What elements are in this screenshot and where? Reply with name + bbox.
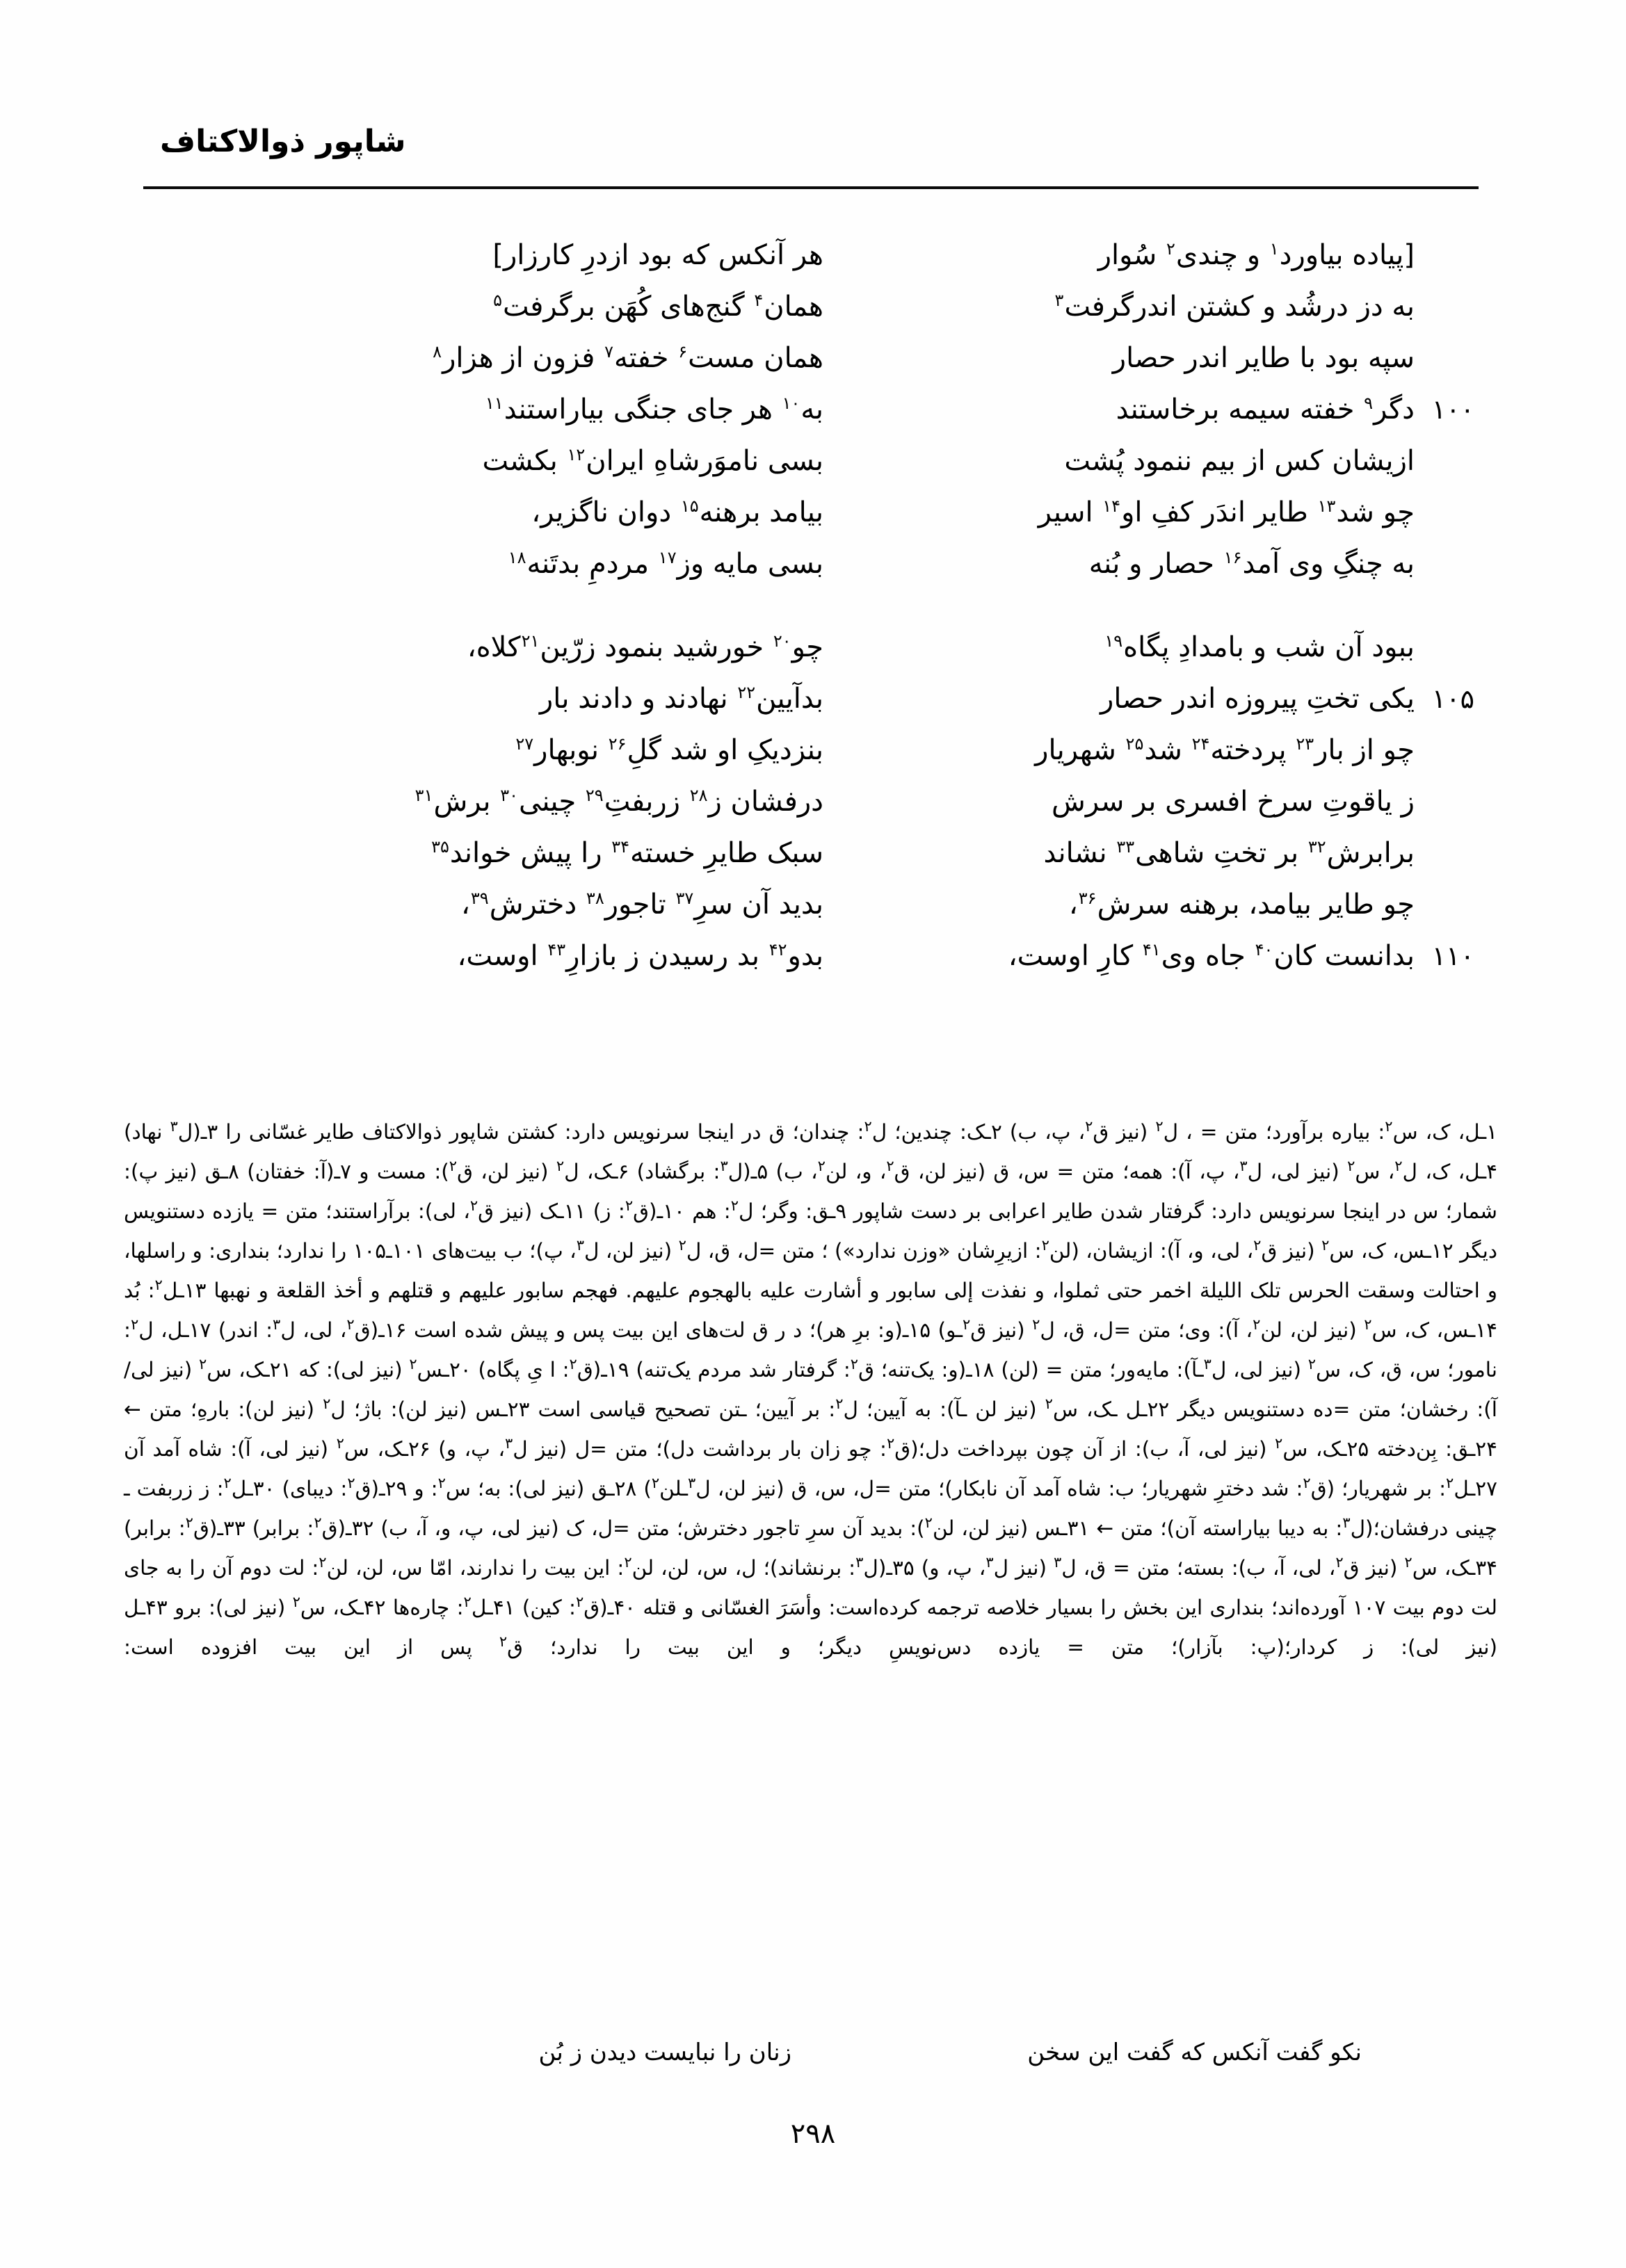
hemistich-first: ز یاقوتِ سرخ افسری بر سرش	[1052, 786, 1415, 818]
running-head-container	[147, 124, 1479, 161]
page-number: ۲۹۸	[790, 2118, 836, 2150]
hemistich-second: بنزدیکِ او شد گلِ$^{۲۶}$ نوبهار$^{۲۷}$	[515, 734, 823, 766]
hemistich-second: درفشان ز$^{۲۸}$ زربفتِ$^{۲۹}$ چینی$^{۳۰}$ برش$^{۳۱}$	[414, 785, 823, 818]
verse-line	[143, 332, 1479, 384]
hemistich-first: دگر$^۹$ خفته سیمه برخاستند	[1116, 393, 1415, 426]
verse-line	[143, 827, 1479, 879]
verse-number: ۱۱۰	[1431, 941, 1474, 971]
verse-stanza	[143, 229, 1479, 590]
hemistich-first: برابرش$^{۳۲}$ بر تختِ شاهی$^{۳۳}$ نشاند	[1043, 836, 1415, 869]
hemistich-first: یکی تختِ پیروزه اندر حصار	[1100, 683, 1415, 715]
hemistich-second: بسی ناموَرشاهِ ایران$^{۱۲}$ بکشت	[482, 444, 823, 477]
verse-stanza	[143, 622, 1479, 982]
hemistich-second: هر آنکس که بود ازدرِ کارزار]	[492, 239, 823, 271]
verse-number: ۱۰۰	[1431, 394, 1474, 425]
verse-line	[143, 879, 1479, 930]
hemistich-second: بیامد برهنه$^{۱۵}$ دوان ناگزیر،	[531, 496, 823, 528]
hemistich-first: چو شد$^{۱۳}$ طایر اندَر کفِ او$^{۱۴}$ اسیر	[1038, 496, 1415, 528]
verse-line	[143, 930, 1479, 982]
header-rule	[143, 186, 1479, 189]
verse-block	[143, 229, 1479, 1014]
hemistich-first: ببود آن شب و بامدادِ پگاه$^{۱۹}$	[1104, 631, 1415, 663]
verse-line	[143, 487, 1479, 538]
hemistich-first: چو از بار$^{۲۳}$ پردخته$^{۲۴}$ شد$^{۲۵}$ شهریار	[1035, 734, 1415, 766]
verse-line	[143, 673, 1479, 724]
verse-line	[143, 538, 1479, 590]
verse-line	[143, 229, 1479, 281]
verse-line	[143, 776, 1479, 827]
hemistich-second: بدید آن سرِ$^{۳۷}$ تاجور$^{۳۸}$ دخترش$^{۳۹}$،	[460, 888, 823, 921]
hemistich-second: سبک طایرِ خسته$^{۳۴}$ را پیش خواند$^{۳۵}$	[431, 836, 823, 869]
verse-number: ۱۰۵	[1431, 683, 1474, 714]
hemistich-first: بدانست کان$^{۴۰}$ جاه وی$^{۴۱}$ کارِ اوست،	[1008, 939, 1415, 972]
hemistich-second: بسی مایه وز$^{۱۷}$ مردمِ بدتَنه$^{۱۸}$	[508, 547, 823, 580]
hemistich-second: بدآیین$^{۲۲}$ نهادند و دادند بار	[539, 682, 823, 715]
hemistich-second: به$^{۱۰}$ هر جای جنگی بیاراستند$^{۱۱}$	[485, 393, 823, 426]
verse-line	[143, 622, 1479, 673]
verse-line	[143, 384, 1479, 435]
hemistich-second: بدو$^{۴۲}$ بد رسیدن ز بازارِ$^{۴۳}$ اوست،	[457, 939, 823, 972]
hemistich-first: به چنگِ وی آمد$^{۱۶}$ حصار و بُنه	[1088, 547, 1415, 580]
hemistich-first: [پیاده بیاورد$^۱$ و چندی$^۲$ سُوار	[1097, 238, 1415, 271]
apparatus-paragraph: ۱ـل، ک، س$^۲$: بیاره برآورد؛ متن = ، ل$^۲$ (نیز ق$^۲$، پ، ب) ۲ـک: چندین؛ ل$^۲$: چندان؛ ق در اینجا سرنویس دارد: کشتن شاپور ذوالاکتاف طایر غسّانی را ۳ـ(ل$^۳$ نهاد) ۴ـل، ک، ل$^۲$، س$^۲$ (نیز لی، ل$^۳$، پ، آ): همه؛ متن = س، ق (نیز لن، ق$^۲$، و، لن$^۲$، ب) ۵ـ(ل$^۳$: برگشاد) ۶ـک، ل$^۲$ (نیز لن، ق$^۲$): مست و ۷ـ(آ: خفتان) ۸ـق (نیز پ): شمار؛ س در اینجا سرنویس دارد: گرفتار شدن طایر اعرابی بر دست شاپور ۹ـق: وگر؛ ل$^۲$: هم ۱۰ـ(ق$^۲$: ز) ۱۱ـک (نیز ق$^۲$، لی): برآراستند؛ متن = یازده دستنویس دیگر ۱۲ـس، ک، س$^۲$ (نیز ق$^۲$، لی، و، آ): ازیشان، (لن$^۲$: ازیرِشان «وزن ندارد») ؛ متن =ل، ق، ل$^۲$ (نیز لن، ل$^۳$، پ)؛ ب بیت‌های ۱۰۱ـ۱۰۵ را ندارد؛ بنداری: و راسلها، و احتالت وسقت الحرس تلک اللیلة اخمر حتی ثملوا، و نفذت إلی سابور و أشارت علیه بالهجوم علیهم. فهجم سابور علیهم و قتلهم و أخذ القلعة و نهبها ۱۳ـل$^۲$: بُد ۱۴ـس، ک، س$^۲$ (نیز لن، لن$^۲$، آ): وی؛ متن =ل، ق، ل$^۲$ (نیز ق$^۲$ـو) ۱۵ـ(و: برِ هر)؛ د ر ق لت‌های این بیت پس و پیش شده است ۱۶ـ(ق$^۲$، لی، ل$^۳$: اندر) ۱۷ـل، ل$^۲$: نامور؛ س، ق، ک، س$^۲$ (نیز لی، ل$^۳$ـآ): مایه‌ور؛ متن = (لن) ۱۸ـ(و: یک‌تنه؛ ق$^۲$: گرفتار شد مردم یک‌تنه) ۱۹ـ(ق$^۲$: ا یِ پگاه) ۲۰ـس$^۲$ (نیز لی): که ۲۱ـک، س$^۲$ (نیز لی/آ): رخشان؛ متن =ده دستنویس دیگر ۲۲ـل ـک، س$^۲$ (نیز لن ـآ): به آیین؛ ل$^۲$: بر آیین؛ ـتن تصحیح قیاسی است ۲۳ـس (نیز لن): باژ؛ ل$^۲$ (نیز لن): بارهِ؛ متن ← ۲۴ـق: بِن‌دخته ۲۵ـک، س$^۲$ (نیز لی، آ، ب): از آن چون بپرداخت دل؛(ق$^۲$: چو زان بار برداشت دل)؛ متن =ل (نیز ل$^۳$، پ، و) ۲۶ـک، س$^۲$ (نیز لی، آ): شاه آمد آن ۲۷ـل$^۲$: بر شهریار؛ (ق$^۲$: شد دخترِ شهریار؛ ب: شاه آمد آن نابکار)؛ متن =ل، س، ق (نیز لن، ل$^۳$ـلن$^۲$) ۲۸ـق (نیز لی): به؛ س$^۲$: و ۲۹ـ(ق$^۲$: دیبای) ۳۰ـل$^۲$: ز زربفت ـ چینی درفشان؛(ل$^۳$: به دیبا بیاراسته آن)؛ متن ← ۳۱ـس (نیز لن، لن$^۲$): بدید آن سرِ تاجور دخترش؛ متن =ل، ک (نیز لی، پ، و، آ، ب) ۳۲ـ(ق$^۲$: برابر) ۳۳ـ(ق$^۲$: برابر) ۳۴ـک، س$^۲$ (نیز ق$^۲$، لی، آ، ب): بسته؛ متن = ق، ل$^۳$ (نیز ل$^۳$، پ، و) ۳۵ـ(ل$^۳$: برنشاند)؛ ل، س، لن، لن$^۲$: این بیت را ندارند، امّا س، لن، لن$^۲$: لت دوم آن را به جای لت دوم بیت ۱۰۷ آورده‌اند؛ بنداری این بخش را بسیار خلاصه ترجمه کرده‌است: وأسَرَ الغسّانی و قتله ۴۰ـ(ق$^۲$: کین) ۴۱ـل$^۲$: چاره‌ها ۴۲ـک، س$^۲$ (نیز لی): برو ۴۳ـل (نیز لی): ز کردار؛(پ: بآزار)؛ متن = یازده دس‌نویسِ دیگر؛ و این بیت را ندارد؛ ق$^۲$ پس از این بیت افزوده است:	[124, 1118, 1498, 1659]
hemistich-second: چو$^{۲۰}$ خورشید بنمود زرّین$^{۲۱}$کلاه،	[467, 631, 823, 663]
hemistich-first: چو طایر بیامد، برهنه سرش$^{۳۶}$،	[1068, 888, 1415, 921]
added-couplet-hemistich-b: زنان را نبایست دیدن ز بُن	[538, 2039, 791, 2066]
running-title: شاپور ذوالاکتاف	[160, 124, 406, 159]
verse-line	[143, 435, 1479, 487]
hemistich-first: به دز درشُد و کشتن اندرگرفت$^۳$	[1054, 290, 1415, 323]
critical-apparatus	[124, 1112, 1497, 1707]
verse-line	[143, 281, 1479, 332]
added-couplet-hemistich-a: نکو گفت آنکس که گفت این سخن	[1027, 2039, 1362, 2066]
hemistich-first: ازیشان کس از بیم ننمود پُشت	[1064, 445, 1415, 477]
verse-line	[143, 724, 1479, 776]
hemistich-second: همان مست$^۶$ خفته$^۷$ فزون از هزار$^۸$	[433, 341, 823, 374]
hemistich-second: همان$^۴$ گنج‌های کُهَن برگرفت$^۵$	[493, 290, 823, 323]
hemistich-first: سپه بود با طایر اندر حصار	[1112, 342, 1415, 374]
added-couplet	[263, 2032, 1362, 2073]
